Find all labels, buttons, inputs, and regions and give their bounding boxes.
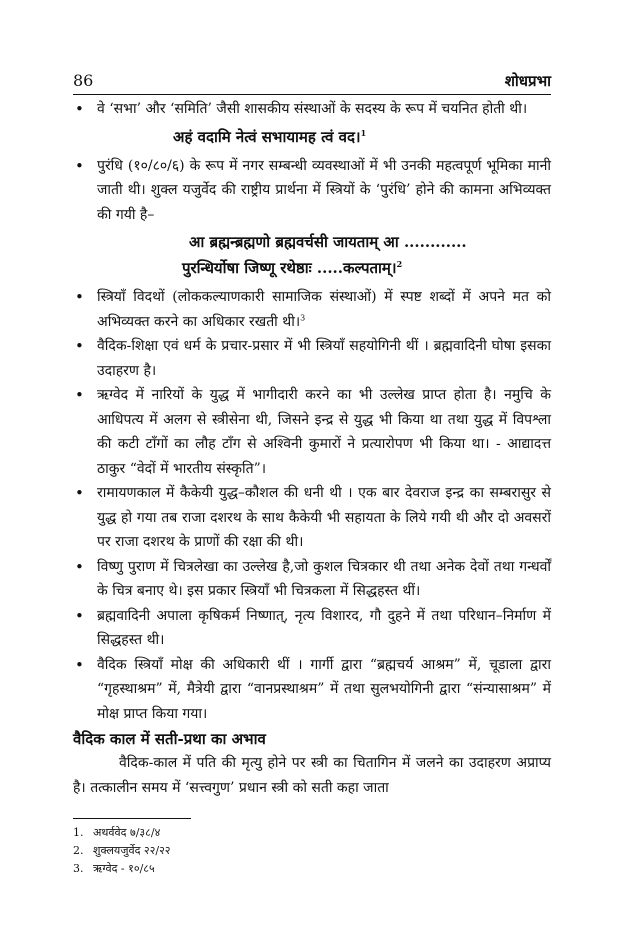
bullet-item (73, 383, 551, 481)
verse-line (73, 229, 551, 255)
bullet-text: ऋग्वेद में नारियों के युद्ध में भागीदारी करने का भी उल्लेख प्राप्त होता है। नमुचि के आधिपत्य में अलग से स्त्रीसेना थी, जिसने इन्द्र से युद्ध भी किया था तथा युद्ध में विपश्ला की कटी टाँगों का लौह टाँग से अश्विनी कुमारों ने प्रत्यारोपण भी किया था। - आद्यादत्त ठाकुर “वेदों में भारतीय संस्कृति”। (97, 387, 551, 477)
bullet-dot-icon: • (75, 484, 84, 502)
bullet-text: विष्णु पुराण में चित्रलेखा का उल्लेख है,जो कुशल चित्रकार थी तथा अनेक देवों तथा गन्धर्वों के चित्र बनाए थे। इस प्रकार स्त्रियाँ भी चित्रकला में सिद्धहस्त थीं। (97, 558, 551, 599)
footnotes (73, 824, 171, 878)
footnote-text: ऋग्वेद - १०/८५ (93, 862, 155, 875)
footnote-ref: 2 (396, 259, 403, 269)
bullet-dot-icon: • (75, 100, 84, 118)
footnote-item (73, 824, 171, 842)
verse-line (73, 124, 551, 150)
bullet-item (73, 481, 551, 555)
verse-text: आ ब्रह्मन्ब्रह्मणो ब्रह्मवर्चसी जायताम् आ ............ (189, 233, 467, 251)
bullet-dot-icon: • (75, 337, 84, 355)
verse-line (73, 255, 551, 281)
bullet-dot-icon: • (75, 156, 84, 175)
verse-text: अहं वदामि नेत्वं सभायामह त्वं वद। (173, 127, 361, 146)
footnote-ref: 3 (300, 312, 306, 322)
footnote-rule (73, 818, 191, 819)
bullet-dot-icon: • (75, 386, 84, 404)
bullet-dot-icon: • (75, 288, 84, 306)
page-number: 86 (73, 71, 94, 90)
main-content (73, 97, 551, 801)
bullet-dot-icon: • (75, 655, 84, 674)
page-header (73, 71, 551, 93)
header-rule (73, 94, 551, 95)
bullet-dot-icon: • (75, 557, 84, 576)
bullet-item (73, 285, 551, 334)
bullet-text: वे ‘सभा’ और ‘समिति’ जैसी शासकीय संस्थाओं के सदस्य के रूप में चयनित होती थी। (97, 101, 528, 117)
bullet-text: स्त्रियाँ विदथों (लोककल्याणकारी सामाजिक संस्थाओं) में स्पष्ट शब्दों में अपने मत को अभिव्यक्त करने का अधिकार रखती थी। (97, 289, 551, 330)
bullet-text: वैदिक-शिक्षा एवं धर्म के प्रचार-प्रसार में भी स्त्रियाँ सहयोगिनी थीं । ब्रह्मवादिनी घोषा इसका उदाहरण है। (97, 338, 551, 379)
section-heading: वैदिक काल में सती-प्रथा का अभाव (73, 730, 266, 748)
bullet-item (73, 604, 551, 653)
footnote-text: शुक्लयजुर्वेद २२/२२ (93, 844, 171, 857)
footnote-number: 2. (73, 844, 84, 857)
bullet-item (73, 555, 551, 604)
bullet-text: ब्रह्मवादिनी अपाला कृषिकर्म निष्णात्, नृत्य विशारद, गौ दुहने में तथा परिधान–निर्माण में सिद्धहस्त थी। (97, 607, 551, 648)
footnote-text: अथर्ववेद ७/३८/४ (93, 826, 161, 839)
body-paragraph: वैदिक-काल में पति की मृत्यु होने पर स्त्री का चितागिन में जलने का उदाहरण अप्राप्य है। तत्कालीन समय में ‘सत्त्वगुण’ प्रधान स्त्री को सती कहा जाता (73, 755, 551, 796)
bullet-text: वैदिक स्त्रियाँ मोक्ष की अधिकारी थीं । गार्गी द्वारा “ब्रह्मचर्य आश्रम” में, चूडाला द्वारा “गृहस्थाश्रम” में, मैत्रेयी द्वारा “वानप्रस्थाश्रम” में तथा सुलभयोगिनी द्वारा “संन्यासाश्रम” में मोक्ष प्राप्त किया गया। (97, 656, 551, 722)
bullet-item (73, 97, 551, 122)
footnote-number: 1. (73, 826, 84, 839)
bullet-text: पुरंधि (१०/८०/६) के रूप में नगर सम्बन्धी व्यवस्थाओं में भी उनकी महत्वपूर्ण भूमिका मानी जाती थी। शुक्ल यजुर्वेद की राष्ट्रीय प्रार्थना में स्त्रियों के ‘पुरंधि’ होने की कामना अभिव्यक्त की गयी है– (97, 157, 551, 223)
bullet-dot-icon: • (75, 606, 84, 625)
bullet-item (73, 334, 551, 383)
bullet-item (73, 653, 551, 727)
bullet-item (73, 154, 551, 228)
footnote-item (73, 842, 171, 860)
bullet-text: रामायणकाल में कैकेयी युद्ध–कौशल की धनी थी । एक बार देवराज इन्द्र का सम्बरासुर से युद्ध हो गया तब राजा दशरथ के साथ कैकेयी भी सहायता के लिये गयी थी और दो अवसरों पर राजा दशरथ के प्राणों की रक्षा की थी। (97, 485, 551, 550)
footnote-ref: 1 (360, 127, 367, 138)
journal-title: शोधप्रभा (504, 72, 551, 90)
footnote-item (73, 860, 171, 878)
verse-text: पुरन्धिर्योषा जिष्णू रथेष्ठाः .....कल्पताम्। (182, 259, 397, 277)
footnote-number: 3. (73, 862, 84, 875)
